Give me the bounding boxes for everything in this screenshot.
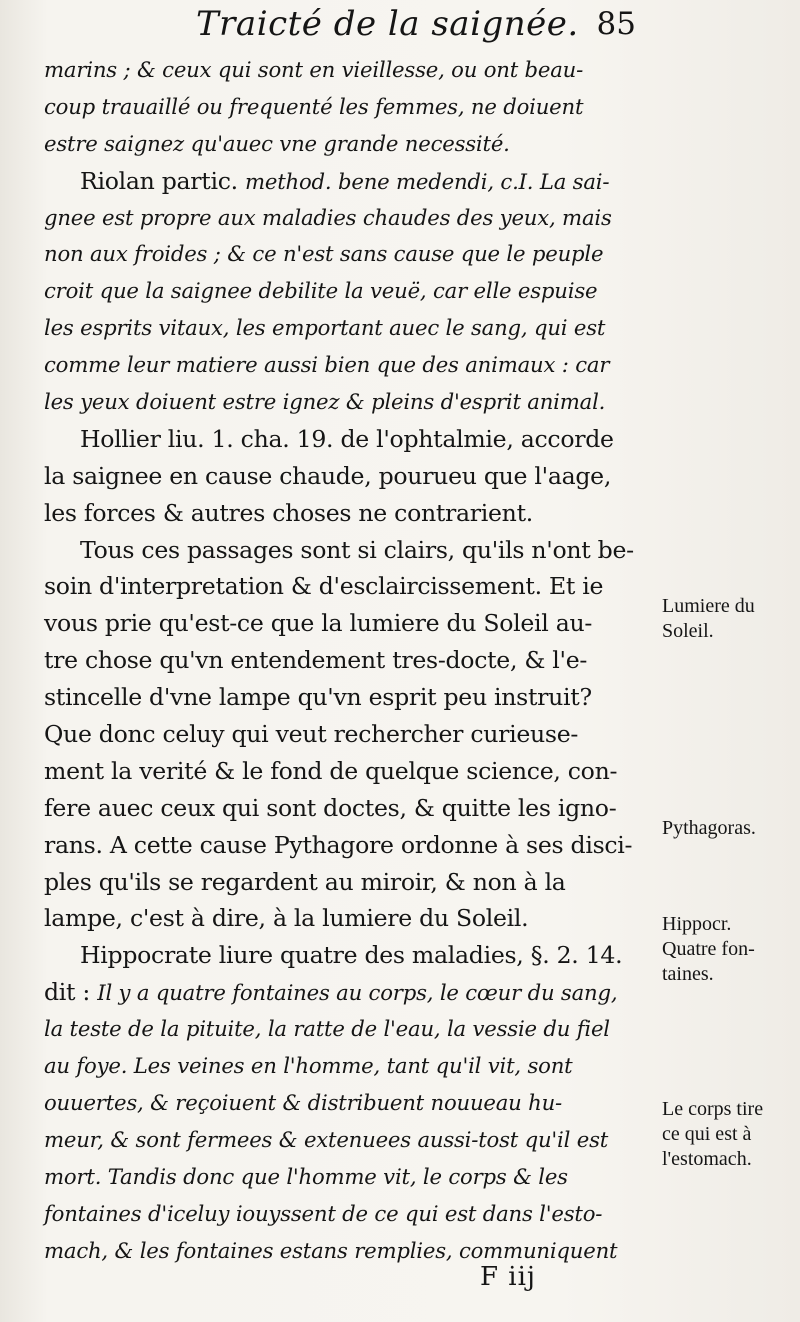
margin-note-line: Hippocr. <box>662 913 732 935</box>
text-line: les forces & autres choses ne contrarient. <box>44 498 533 527</box>
margin-note-hippocrates <box>662 912 796 987</box>
margin-note-line: l'estomach. <box>662 1148 752 1170</box>
margin-note-line: Quatre fon- <box>662 938 755 960</box>
text-line: ouuertes, & reçoiuent & distribuent nouueau hu- <box>44 1089 563 1115</box>
margin-note-line: Soleil. <box>662 620 714 642</box>
margin-note-line: Le corps tire <box>662 1098 764 1120</box>
text-line: Tous ces passages sont si clairs, qu'ils n'ont be- <box>80 535 634 564</box>
text-line: gnee est propre aux maladies chaudes des yeux, mais <box>44 204 612 230</box>
text-line: croit que la saignee debilite la veuë, car elle espuise <box>44 278 598 304</box>
text-line: rans. A cette cause Pythagore ordonne à ses disci- <box>44 830 633 859</box>
margin-note-line: Pythagoras. <box>662 817 756 839</box>
text-line: stincelle d'vne lampe qu'vn esprit peu instruit? <box>44 683 592 712</box>
text-line: tre chose qu'vn entendement tres-docte, & l'e- <box>44 646 588 675</box>
text-line <box>44 974 654 1011</box>
riolan-citation: Riolan partic. <box>80 166 246 195</box>
body-text <box>44 52 654 1269</box>
text-line: soin d'interpretation & d'esclaircissement. Et ie <box>44 572 604 601</box>
margin-note-lumiere <box>662 594 796 644</box>
text-line: la saignee en cause chaude, pourueu que l'aage, <box>44 461 612 490</box>
text-line: ples qu'ils se regardent au miroir, & non à la <box>44 867 566 896</box>
margin-note-line: ce qui est à <box>662 1123 752 1145</box>
text-line: ment la verité & le fond de quelque science, con- <box>44 756 618 785</box>
text-line: les esprits vitaux, les emportant auec le sang, qui est <box>44 315 606 341</box>
page-header <box>196 4 636 46</box>
text-line: meur, & sont fermees & extenuees aussi-tost qu'il est <box>44 1126 609 1152</box>
text-line: marins ; & ceux qui sont en vieillesse, ou ont beau- <box>44 57 584 82</box>
text-line: Hollier liu. 1. cha. 19. de l'ophtalmie, accorde <box>80 424 614 453</box>
margin-note-line: taines. <box>662 963 714 985</box>
text-line: au foye. Les veines en l'homme, tant qu'il vit, sont <box>44 1053 573 1079</box>
text-line: la teste de la pituite, la ratte de l'eau, la vessie du fiel <box>44 1016 610 1042</box>
hippocrates-quote: Il y a quatre fontaines au corps, le cœur du sang, <box>97 980 618 1006</box>
text-line: comme leur matiere aussi bien que des animaux : car <box>44 352 610 378</box>
text-line: mach, & les fontaines estans remplies, communiquent <box>44 1237 618 1263</box>
text-line: fere auec ceux qui sont doctes, & quitte les igno- <box>44 793 617 822</box>
text-line: estre saignez qu'auec vne grande necessité. <box>44 130 510 156</box>
page-number: 85 <box>596 6 636 42</box>
margin-note-line: Lumiere du <box>662 595 755 617</box>
text-line: fontaines d'iceluy iouyssent de ce qui est dans l'esto- <box>44 1200 603 1226</box>
text-line: lampe, c'est à dire, à la lumiere du Soleil. <box>44 904 529 933</box>
text-line: coup trauaillé ou frequenté les femmes, ne doiuent <box>44 93 584 119</box>
text-line: Hippocrate liure quatre des maladies, §. 2. 14. <box>80 941 623 970</box>
dit-roman: dit : <box>44 978 98 1007</box>
running-title: Traicté de la saignée. <box>196 4 579 44</box>
signature-mark: F iij <box>480 1262 536 1292</box>
margin-note-pythagoras <box>662 816 796 841</box>
text-line: mort. Tandis donc que l'homme vit, le corps & les <box>44 1163 568 1189</box>
riolan-quote: method. bene medendi, c.I. La sai- <box>245 168 610 194</box>
margin-note-estomach <box>662 1097 796 1172</box>
text-line: vous prie qu'est-ce que la lumiere du Soleil au- <box>44 609 593 638</box>
text-line <box>44 163 654 200</box>
text-line: Que donc celuy qui veut rechercher curieuse- <box>44 720 579 749</box>
text-line: non aux froides ; & ce n'est sans cause que le peuple <box>44 241 604 267</box>
text-line: les yeux doiuent estre ignez & pleins d'esprit animal. <box>44 389 606 415</box>
